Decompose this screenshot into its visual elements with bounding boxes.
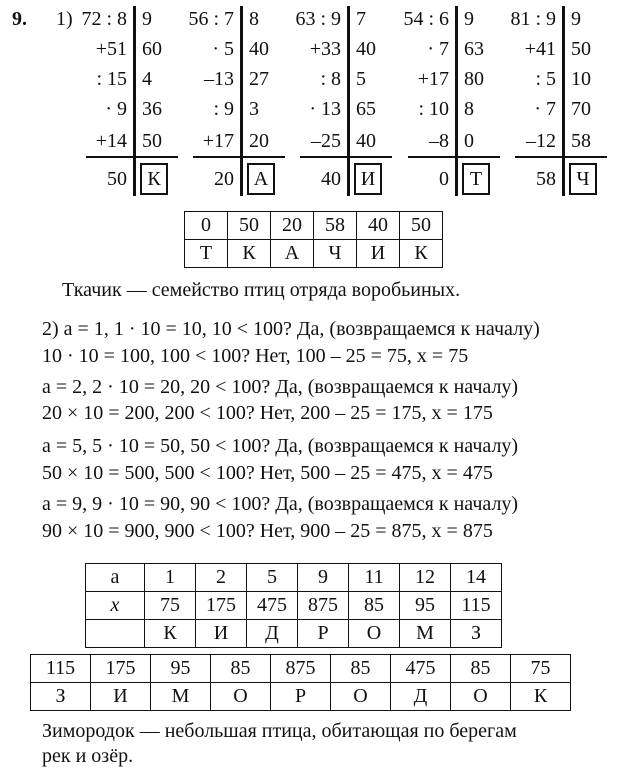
table-cell: Д	[247, 620, 298, 648]
table-cell: 11	[349, 564, 400, 592]
table	[184, 211, 443, 268]
column-operation: : 10	[418, 98, 449, 120]
column-value: 9	[571, 8, 581, 30]
table-cell: Т	[185, 240, 228, 268]
table-row	[86, 592, 502, 620]
table-cell: З	[31, 683, 91, 711]
column-operation: –12	[526, 130, 556, 152]
table-cell: М	[151, 683, 211, 711]
note-zimorodok-line-1: Зимородок — небольшая птица, обитающая по берегам	[42, 720, 517, 742]
column-value: 8	[249, 8, 259, 30]
table-cell: 20	[271, 212, 314, 240]
column-operation: +17	[417, 68, 449, 90]
column-operation: +17	[202, 130, 234, 152]
column-value: 27	[249, 68, 269, 90]
column-value: 40	[249, 38, 269, 60]
column-operation: 63 : 9	[295, 8, 341, 30]
column-operation: : 8	[320, 68, 341, 90]
column-operation: –25	[311, 130, 341, 152]
table-row	[86, 620, 502, 648]
table-cell: x	[86, 592, 145, 620]
column-value: 58	[571, 130, 591, 152]
table-cell: 115	[451, 592, 502, 620]
table-cell: М	[400, 620, 451, 648]
table-cell: 175	[91, 655, 151, 683]
table-row	[86, 564, 502, 592]
column-value: 65	[356, 98, 376, 120]
column-operation: 81 : 9	[510, 8, 556, 30]
column-letter-box: Ч	[569, 163, 597, 195]
table-cell: 1	[145, 564, 196, 592]
column-underline	[300, 156, 392, 158]
table-cell: 85	[331, 655, 391, 683]
table-cell: 475	[247, 592, 298, 620]
table-cell: И	[91, 683, 151, 711]
column-value: 36	[142, 98, 162, 120]
table-cell: Д	[391, 683, 451, 711]
table-cell: О	[451, 683, 511, 711]
part1-label: 1)	[56, 8, 73, 30]
column-underline	[86, 156, 178, 158]
column-result: 40	[321, 168, 341, 190]
table-cell: a	[86, 564, 145, 592]
column-operation: +33	[309, 38, 341, 60]
column-operation: · 13	[309, 98, 341, 120]
note-tkachik: Ткачик — семейство птиц отряда воробьиных.	[62, 279, 461, 301]
column-operation: +14	[95, 130, 127, 152]
column-letter-box: К	[140, 163, 168, 195]
table-cell: Ч	[314, 240, 357, 268]
column-divider	[455, 6, 458, 196]
table-cell: 5	[247, 564, 298, 592]
solution-line: a = 5, 5 · 10 = 50, 50 < 100? Да, (возвращаемся к началу)	[42, 435, 519, 457]
table-cell: И	[196, 620, 247, 648]
table-cell: Р	[298, 620, 349, 648]
column-value: 50	[571, 38, 591, 60]
column-underline	[515, 156, 607, 158]
table-row	[185, 240, 443, 268]
table-cell: 50	[400, 212, 443, 240]
solution-line: 10 · 10 = 100, 100 < 100? Нет, 100 – 25 = 75, x = 75	[42, 345, 469, 367]
table-cell: 475	[391, 655, 451, 683]
column-operation: +41	[524, 38, 556, 60]
column-value: 0	[464, 130, 474, 152]
column-value: 50	[142, 130, 162, 152]
table-cell: К	[511, 683, 571, 711]
column-divider	[133, 6, 136, 196]
table-cell: О	[349, 620, 400, 648]
table-cell: З	[451, 620, 502, 648]
column-value: 40	[356, 130, 376, 152]
table-cell: 175	[196, 592, 247, 620]
column-divider	[240, 6, 243, 196]
table-cell: О	[331, 683, 391, 711]
column-underline	[193, 156, 285, 158]
column-value: 4	[142, 68, 152, 90]
table-cell: 0	[185, 212, 228, 240]
table-cell: 95	[400, 592, 451, 620]
column-value: 70	[571, 98, 591, 120]
column-letter-box: Т	[462, 163, 490, 195]
column-value: 9	[464, 8, 474, 30]
column-operation: 54 : 6	[403, 8, 449, 30]
table-row	[185, 212, 443, 240]
table-cell: К	[145, 620, 196, 648]
column-operation: · 7	[534, 98, 556, 120]
table-cell: 75	[145, 592, 196, 620]
table-cell: И	[357, 240, 400, 268]
table-cell: К	[228, 240, 271, 268]
table-cell: 95	[151, 655, 211, 683]
column-underline	[408, 156, 500, 158]
table-cell: 75	[511, 655, 571, 683]
table-cell: 58	[314, 212, 357, 240]
solution-line: a = 2, 2 · 10 = 20, 20 < 100? Да, (возвращаемся к началу)	[42, 376, 519, 398]
table-row	[31, 655, 571, 683]
column-operation: –8	[429, 130, 449, 152]
solution-line: 2) a = 1, 1 · 10 = 10, 10 < 100? Да, (возвращаемся к началу)	[42, 318, 540, 340]
table-cell: 12	[400, 564, 451, 592]
table-cell: 875	[271, 655, 331, 683]
table-cell: 115	[31, 655, 91, 683]
column-operation: : 15	[96, 68, 127, 90]
table-cell: О	[211, 683, 271, 711]
table-cell: Р	[271, 683, 331, 711]
column-operation: : 5	[535, 68, 556, 90]
solution-line: 50 × 10 = 500, 500 < 100? Нет, 500 – 25 = 475, x = 475	[42, 462, 493, 484]
column-result: 20	[214, 168, 234, 190]
column-operation: –13	[204, 68, 234, 90]
column-divider	[347, 6, 350, 196]
column-value: 3	[249, 98, 259, 120]
solution-line: 90 × 10 = 900, 900 < 100? Нет, 900 – 25 = 875, x = 875	[42, 520, 493, 542]
table-cell: К	[400, 240, 443, 268]
table-cell: 14	[451, 564, 502, 592]
column-divider	[562, 6, 565, 196]
column-value: 40	[356, 38, 376, 60]
column-result: 58	[536, 168, 556, 190]
column-operation: · 9	[105, 98, 127, 120]
solution-line: 20 × 10 = 200, 200 < 100? Нет, 200 – 25 = 175, x = 175	[42, 402, 493, 424]
column-letter-box: А	[247, 163, 275, 195]
column-operation: +51	[95, 38, 127, 60]
column-result: 50	[107, 168, 127, 190]
table	[85, 563, 502, 648]
column-letter-box: И	[354, 163, 382, 195]
table-cell: 85	[451, 655, 511, 683]
table-cell	[86, 620, 145, 648]
table-cell: А	[271, 240, 314, 268]
table	[30, 654, 571, 711]
column-value: 60	[142, 38, 162, 60]
table-row	[31, 683, 571, 711]
column-value: 80	[464, 68, 484, 90]
table-cell: 2	[196, 564, 247, 592]
table-cell: 875	[298, 592, 349, 620]
solution-line: a = 9, 9 · 10 = 90, 90 < 100? Да, (возвращаемся к началу)	[42, 493, 519, 515]
column-operation: 56 : 7	[188, 8, 234, 30]
column-value: 5	[356, 68, 366, 90]
column-result: 0	[439, 168, 449, 190]
column-value: 9	[142, 8, 152, 30]
note-zimorodok-line-2: рек и озёр.	[42, 745, 134, 767]
table-cell: 50	[228, 212, 271, 240]
column-operation: : 9	[213, 98, 234, 120]
table-cell: 40	[357, 212, 400, 240]
problem-number: 9.	[12, 8, 27, 30]
column-value: 20	[249, 130, 269, 152]
column-value: 7	[356, 8, 366, 30]
column-value: 63	[464, 38, 484, 60]
column-operation: · 7	[427, 38, 449, 60]
table-cell: 85	[211, 655, 271, 683]
table-cell: 9	[298, 564, 349, 592]
column-value: 10	[571, 68, 591, 90]
column-operation: · 5	[212, 38, 234, 60]
column-value: 8	[464, 98, 474, 120]
column-operation: 72 : 8	[81, 8, 127, 30]
table-cell: 85	[349, 592, 400, 620]
